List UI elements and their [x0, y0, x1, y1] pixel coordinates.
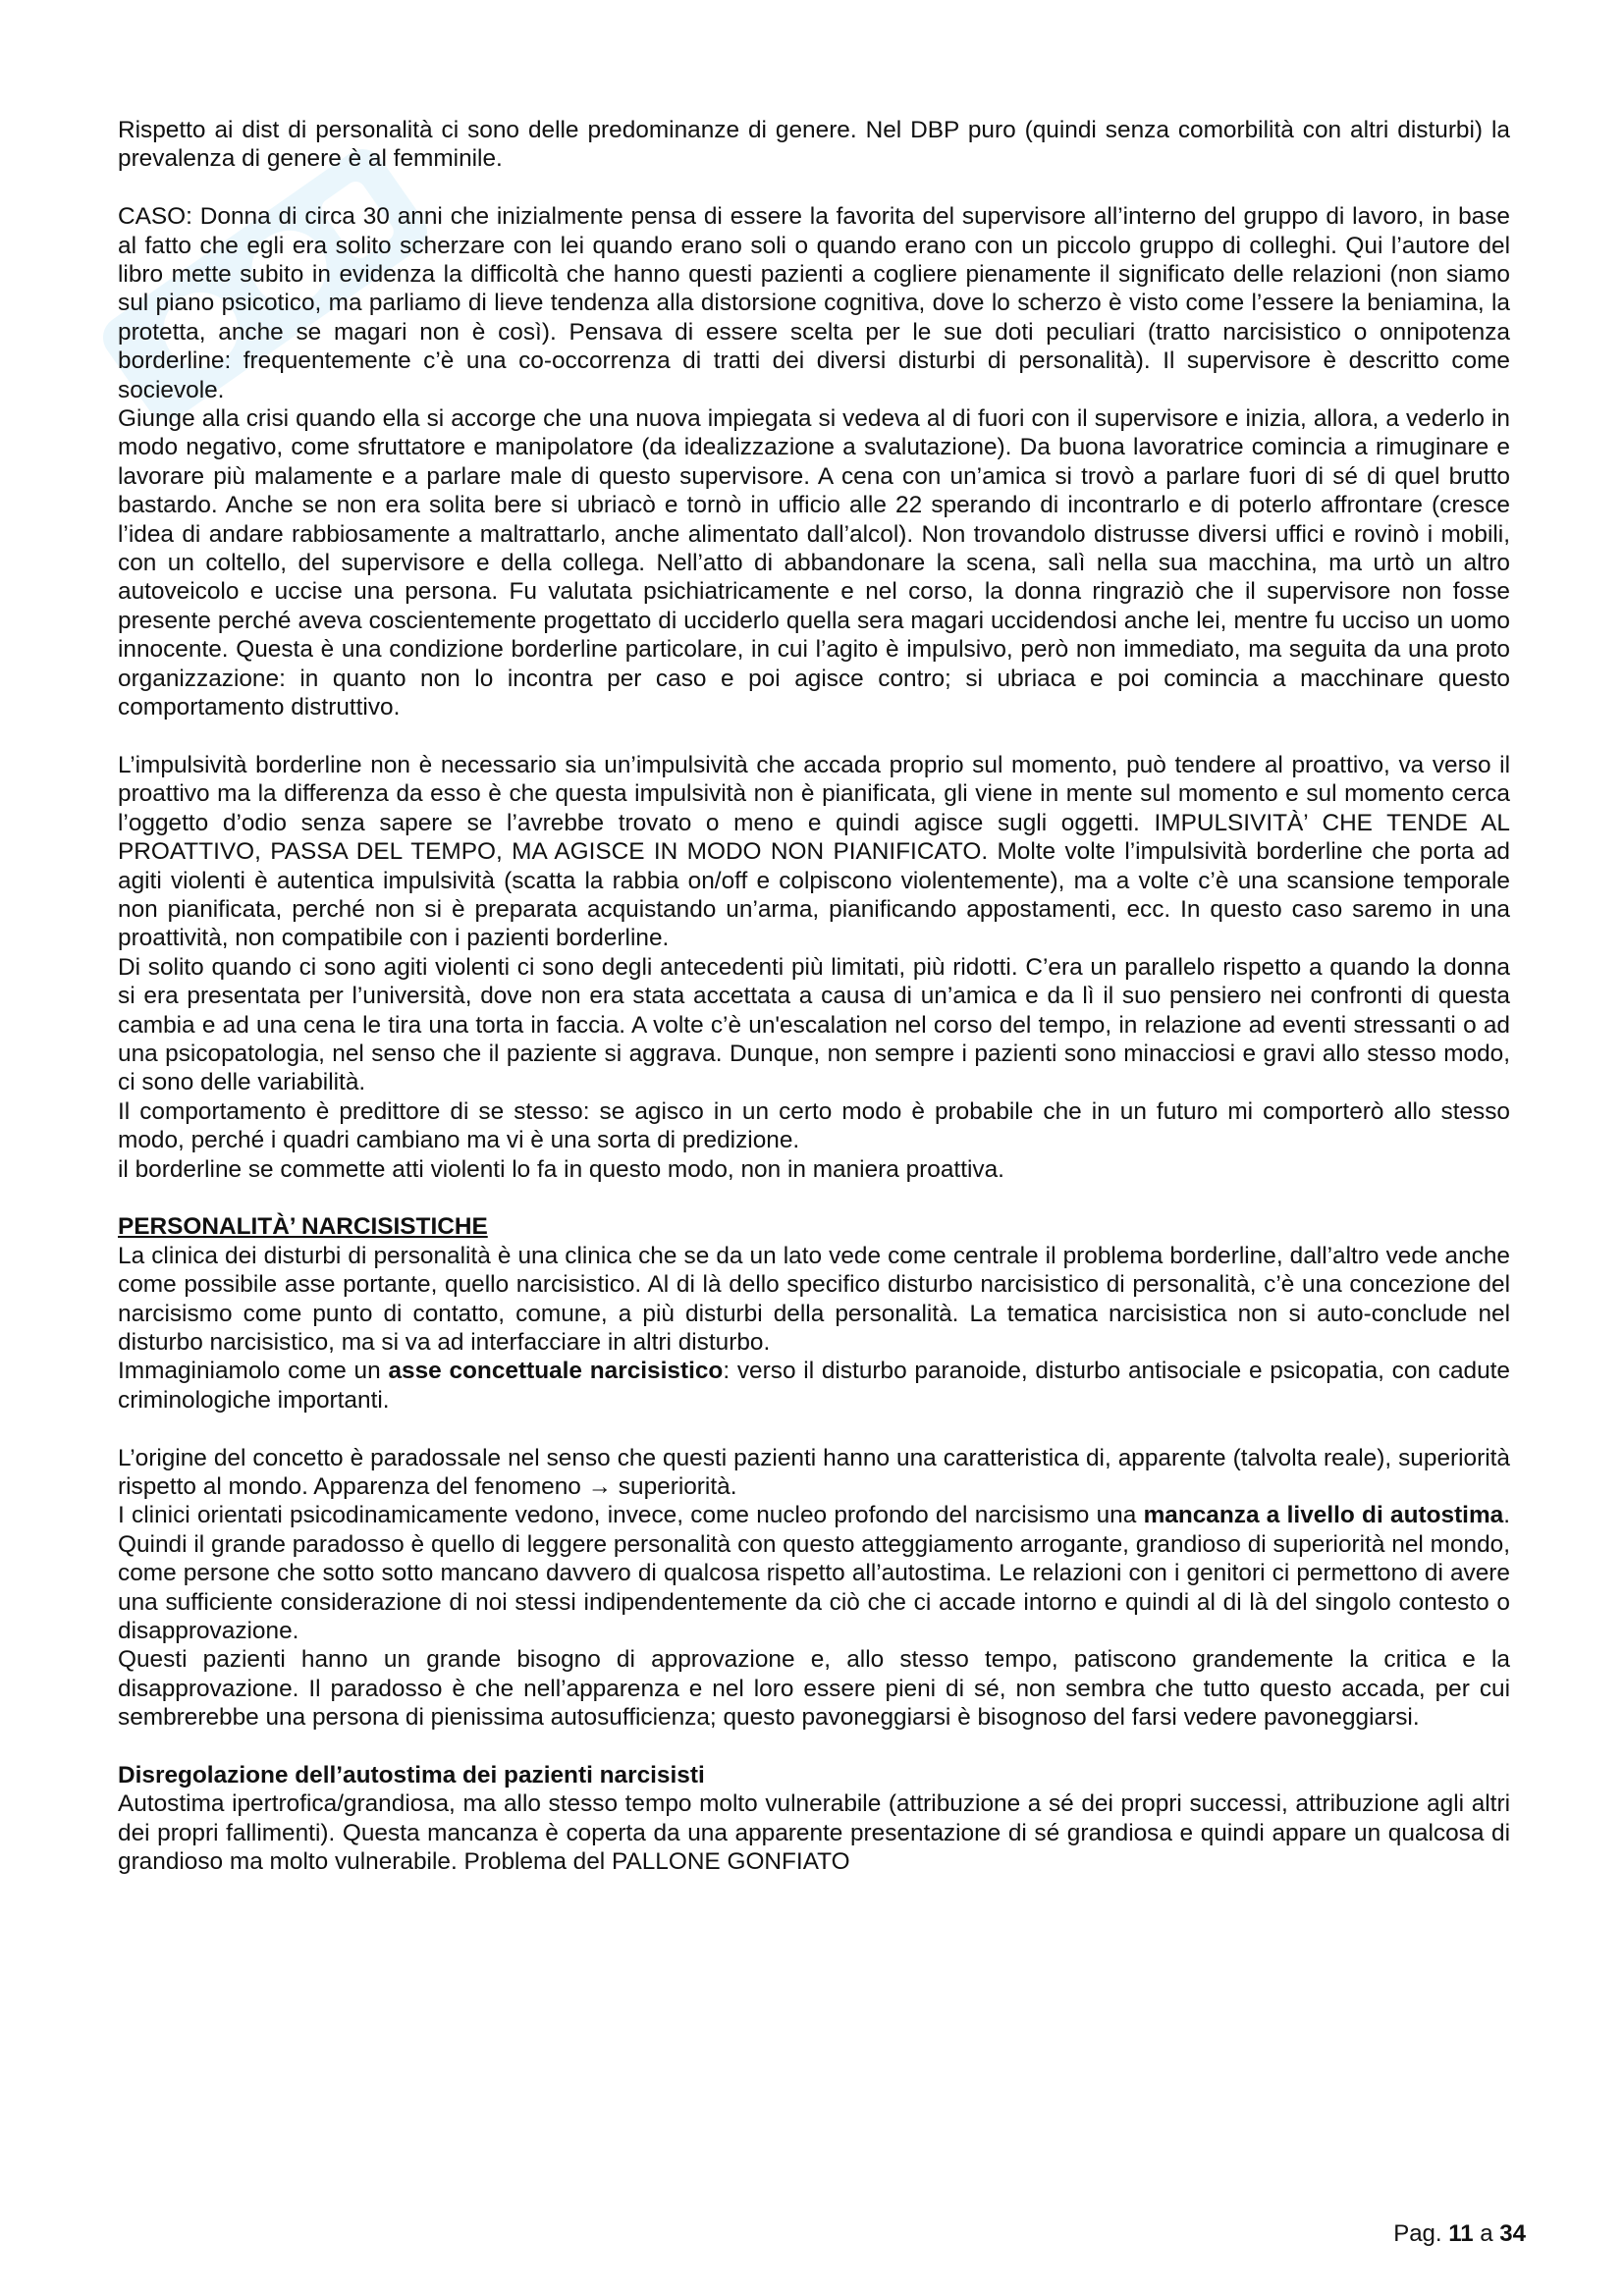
paragraph: CASO: Donna di circa 30 anni che inizialmente pensa di essere la favorita del supervisore all’interno del gruppo di lavoro, in base al fatto che egli era solito scherzare con lei quando erano soli o quando erano con un piccolo gruppo di colleghi. Qui l’autore del libro mette subito in evidenza la difficoltà che hanno questi pazienti a cogliere pienamente il significato delle relazioni (non siamo sul piano psicotico, ma parliamo di lieve tendenza alla distorsione cognitiva, dove lo scherzo è visto come l’essere la beniamina, la protetta, anche se magari non è così). Pensava di essere scelta per le sue doti peculiari (tratto narcisistico o onnipotenza borderline: frequentemente c’è una co-occorrenza di tratti dei diversi disturbi di personalità). Il supervisore è descritto come socievole.	[118, 203, 1510, 403]
paragraph	[118, 1357, 1510, 1415]
paragraph: Rispetto ai dist di personalità ci sono delle predominanze di genere. Nel DBP puro (quindi senza comorbilità con altri disturbi) la prevalenza di genere è al femminile.	[118, 117, 1510, 173]
paragraph: Questi pazienti hanno un grande bisogno di approvazione e, allo stesso tempo, patiscono grandemente la critica e la disapprovazione. Il paradosso è che nell’apparenza e nel loro essere pieni di sé, non sembra che tutto questo accada, per cui sembrerebbe una persona di pienissima autosufficienza; questo pavoneggiarsi è bisognoso del farsi vedere pavoneggiarsi.	[118, 1646, 1510, 1732]
paragraph: Il comportamento è predittore di se stesso: se agisco in un certo modo è probabile che in un futuro mi comporterò allo stesso modo, perché i quadri cambiano ma vi è una sorta di predizione.	[118, 1097, 1510, 1154]
document-body	[118, 116, 1510, 1877]
section-heading: PERSONALITÀ’ NARCISISTICHE	[118, 1213, 488, 1241]
subsection-heading: Disregolazione dell’autostima dei pazienti narcisisti	[118, 1762, 705, 1789]
bold-term: mancanza a livello di autostima	[1143, 1502, 1504, 1529]
paragraph: Giunge alla crisi quando ella si accorge che una nuova impiegata si vedeva al di fuori con il supervisore e inizia, allora, a vederlo in modo negativo, come sfruttatore e manipolatore (da idealizzazione a svalutazione). Da buona lavoratrice comincia a rimuginare e lavorare più malamente e a parlare male di questo supervisore. A cena con un’amica si trovò a parlare fuori di sé di quel brutto bastardo. Anche se non era solita bere si ubriacò e tornò in ufficio alle 22 sperando di incontrarlo e di poterlo affrontare (cresce l’idea di andare rabbiosamente a maltrattarlo, anche alimentato dall’alcol). Non trovandolo distrusse diversi uffici e rovinò i mobili, con un coltello, del supervisore e della collega. Nell’atto di abbandonare la scena, salì nella sua macchina, ma urtò un altro autoveicolo e uccise una persona. Fu valutata psichiatricamente e nel corso, la donna ringraziò che il supervisore non fosse presente perché aveva coscientemente progettato di ucciderlo quella sera magari uccidendosi anche lei, mentre fu ucciso un uomo innocente. Questa è una condizione borderline particolare, in cui l’agito è impulsivo, però non immediato, ma seguita da una proto organizzazione: in quanto non lo incontra per caso e poi agisce contro; si ubriaca e poi comincia a macchinare questo comportamento distruttivo.	[118, 405, 1510, 721]
text-run: Immaginiamolo come un	[118, 1358, 389, 1385]
current-page: 11	[1448, 2220, 1474, 2247]
page-prefix: Pag.	[1393, 2220, 1449, 2247]
paragraph: il borderline se commette atti violenti lo fa in questo modo, non in maniera proattiva.	[118, 1155, 1004, 1183]
page-number	[1393, 2220, 1526, 2248]
text-run: . Quindi il grande paradosso è quello di leggere personalità con questo atteggiamento arrogante, grandioso di superiorità nel mondo, come persone che sotto sotto mancano davvero di qualcosa rispetto all’autostima. Le relazioni con i genitori ci permettono di avere una sufficiente considerazione di noi stessi indipendentemente da ciò che ci accade intorno e quindi al di là del singolo contesto o disapprovazione.	[118, 1502, 1510, 1645]
page-separator: a	[1473, 2220, 1500, 2247]
bold-term: asse concettuale narcisistico	[388, 1358, 724, 1385]
text-run: I clinici orientati psicodinamicamente vedono, invece, come nucleo profondo del narcisismo una	[118, 1502, 1144, 1529]
paragraph: Di solito quando ci sono agiti violenti ci sono degli antecedenti più limitati, più ridotti. C’era un parallelo rispetto a quando la donna si era presentata per l’università, dove non era stata accettata a causa di un’amica e da lì il suo pensiero nei confronti di questa cambia e ad una cena le tira una torta in faccia. A volte c’è un'escalation nel corso del tempo, in relazione ad eventi stressanti o ad una psicopatologia, nel senso che il paziente si aggrava. Dunque, non sempre i pazienti sono minacciosi e gravi allo stesso modo, ci sono delle variabilità.	[118, 953, 1510, 1096]
paragraph: L’impulsività borderline non è necessario sia un’impulsività che accada proprio sul momento, può tendere al proattivo, va verso il proattivo ma la differenza da esso è che questa impulsività non è pianificata, gli viene in mente sul momento e sul momento cerca l’oggetto d’odio senza sapere se l’avrebbe trovato o meno e quindi agisce sugli oggetti. IMPULSIVITÀ’ CHE TENDE AL PROATTIVO, PASSA DEL TEMPO, MA AGISCE IN MODO NON PIANIFICATO. Molte volte l’impulsività borderline che porta ad agiti violenti è autentica impulsività (scatta la rabbia on/off e colpiscono violentemente), ma a volte c’è una scansione temporale non pianificata, perché non si è preparata acquistando un’arma, pianificando appostamenti, ecc. In questo caso saremo in una proattività, non compatibile con i pazienti borderline.	[118, 751, 1510, 952]
paragraph: La clinica dei disturbi di personalità è una clinica che se da un lato vede come centrale il problema borderline, dall’altro vede anche come possibile asse portante, quello narcisistico. Al di là dello specifico disturbo narcisistico di personalità, c’è una concezione del narcisismo come punto di contatto, comune, a più disturbi della personalità. La tematica narcisistica non si auto-conclude nel disturbo narcisistico, ma si va ad interfacciare in altri disturbo.	[118, 1242, 1510, 1357]
paragraph: L’origine del concetto è paradossale nel senso che questi pazienti hanno una caratteristica di, apparente (talvolta reale), superiorità rispetto al mondo. Apparenza del fenomeno → superiorità.	[118, 1444, 1510, 1501]
text-run: : verso il disturbo paranoide, disturbo antisociale e psicopatia, con cadute criminologiche importanti.	[118, 1358, 1510, 1414]
paragraph: Autostima ipertrofica/grandiosa, ma allo stesso tempo molto vulnerabile (attribuzione a sé dei propri successi, attribuzione agli altri dei propri fallimenti). Questa mancanza è coperta da una apparente presentazione di sé grandiosa e quindi appare un qualcosa di grandioso ma molto vulnerabile. Problema del PALLONE GONFIATO	[118, 1790, 1510, 1876]
total-pages: 34	[1499, 2220, 1526, 2247]
paragraph	[118, 1501, 1510, 1645]
